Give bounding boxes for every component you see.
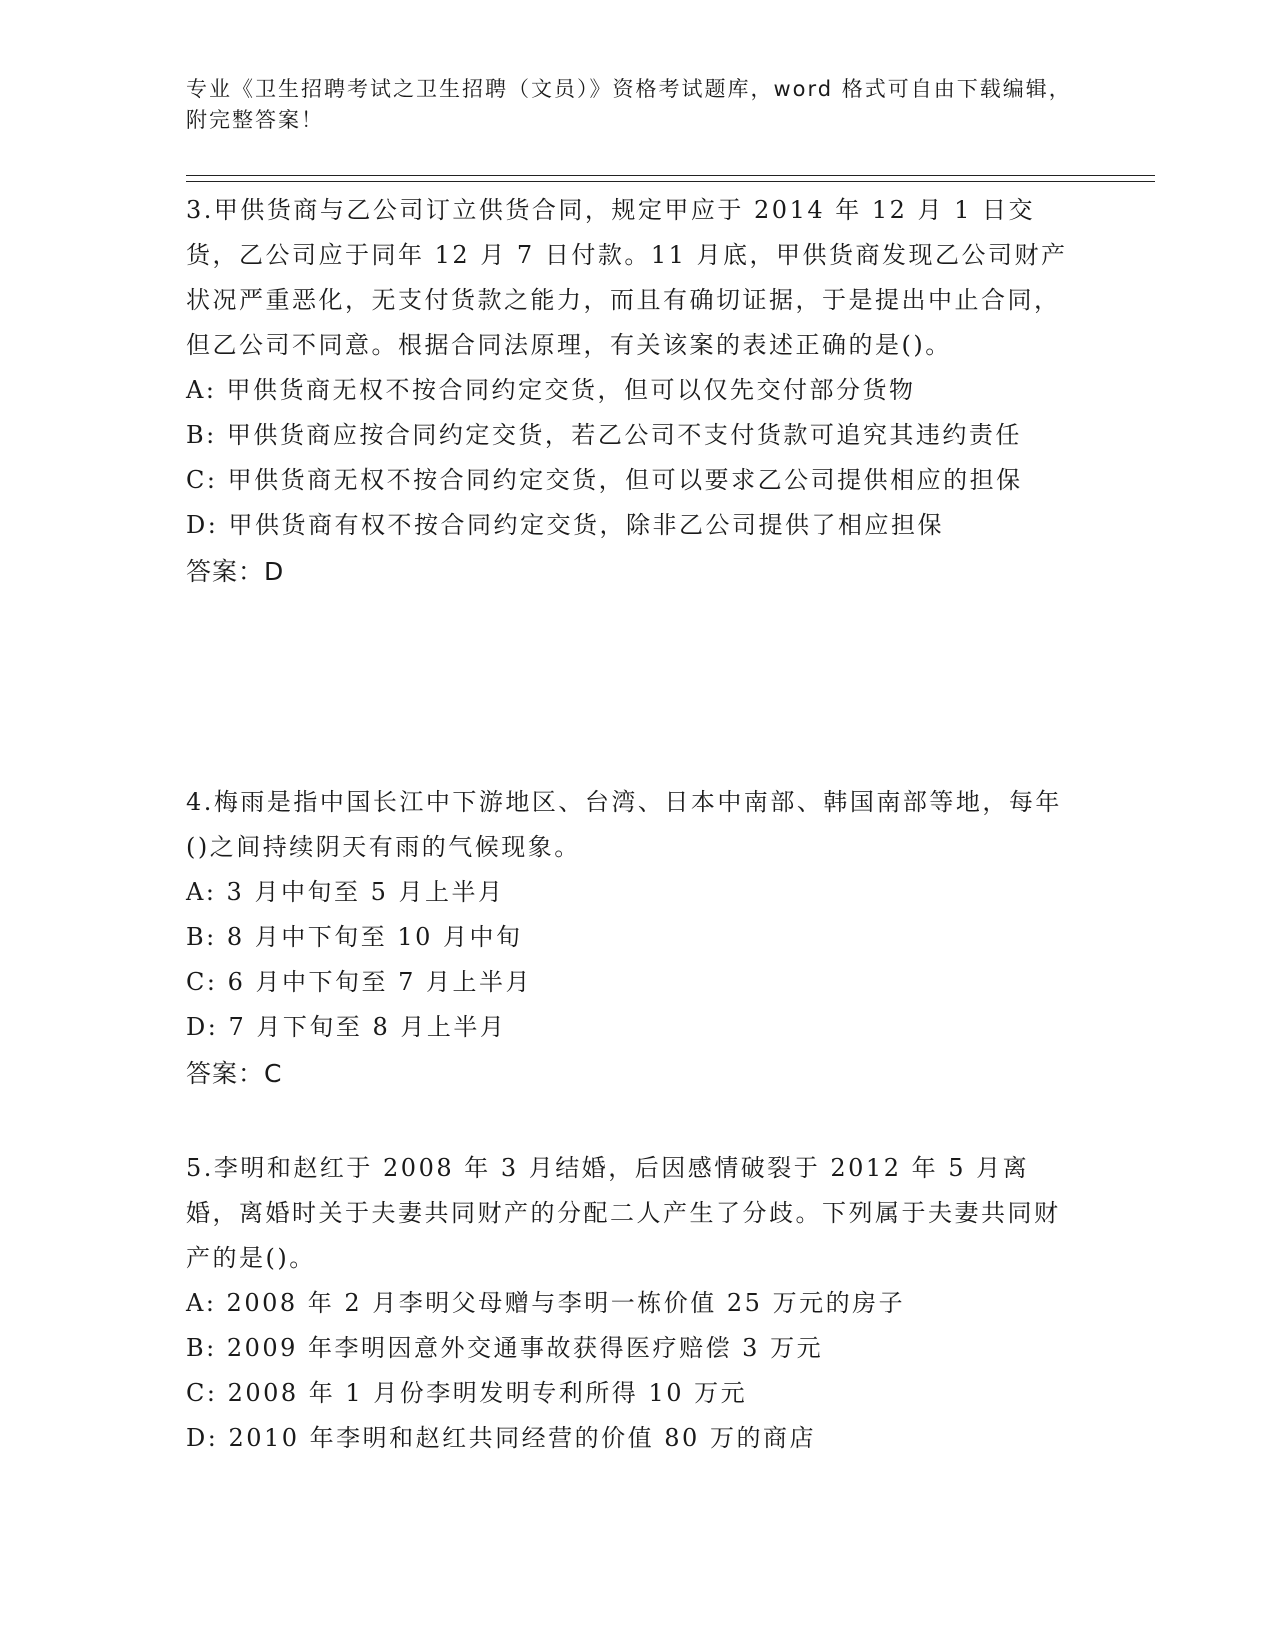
option-c: C: 2008 年 1 月份李明发明专利所得 10 万元 xyxy=(186,1379,748,1407)
option-b: B: 2009 年李明因意外交通事故获得医疗赔偿 3 万元 xyxy=(186,1334,824,1362)
question-stem: 5.李明和赵红于 2008 年 3 月结婚，后因感情破裂于 2012 年 5 月离婚，离婚时关于夫妻共同财产的分配二人产生了分歧。下列属于夫妻共同财产的是()。 xyxy=(186,1154,1061,1272)
answer: 答案：C xyxy=(186,1059,283,1088)
question-3 xyxy=(186,188,1076,594)
header-divider-bottom xyxy=(186,181,1155,182)
option-c: C: 甲供货商无权不按合同约定交货，但可以要求乙公司提供相应的担保 xyxy=(186,466,1023,494)
option-c: C: 6 月中下旬至 7 月上半月 xyxy=(186,968,533,996)
option-d: D: 2010 年李明和赵红共同经营的价值 80 万的商店 xyxy=(186,1424,816,1452)
question-stem: 3.甲供货商与乙公司订立供货合同，规定甲应于 2014 年 12 月 1 日交货，乙公司应于同年 12 月 7 日付款。11 月底，甲供货商发现乙公司财产状况严重恶化，无支付货款之能力，而且有确切证据，于是提出中止合同，但乙公司不同意。根据合同法原理，有关该案的表述正确的是()。 xyxy=(186,196,1068,359)
header-divider-top xyxy=(186,175,1155,176)
option-a: A: 甲供货商无权不按合同约定交货，但可以仅先交付部分货物 xyxy=(186,376,916,404)
answer: 答案：D xyxy=(186,557,285,586)
option-a: A: 2008 年 2 月李明父母赠与李明一栋价值 25 万元的房子 xyxy=(186,1289,906,1317)
option-d: D: 甲供货商有权不按合同约定交货，除非乙公司提供了相应担保 xyxy=(186,511,944,539)
question-4 xyxy=(186,780,1076,1096)
page-header: 专业《卫生招聘考试之卫生招聘（文员）》资格考试题库，word 格式可自由下载编辑，附完整答案！ xyxy=(186,77,1072,132)
option-d: D: 7 月下旬至 8 月上半月 xyxy=(186,1013,507,1041)
option-b: B: 8 月中下旬至 10 月中旬 xyxy=(186,923,523,951)
option-a: A: 3 月中旬至 5 月上半月 xyxy=(186,878,505,906)
question-5 xyxy=(186,1146,1076,1461)
question-stem: 4.梅雨是指中国长江中下游地区、台湾、日本中南部、韩国南部等地，每年()之间持续阴天有雨的气候现象。 xyxy=(186,788,1062,861)
option-b: B: 甲供货商应按合同约定交货，若乙公司不支付货款可追究其违约责任 xyxy=(186,421,1022,449)
